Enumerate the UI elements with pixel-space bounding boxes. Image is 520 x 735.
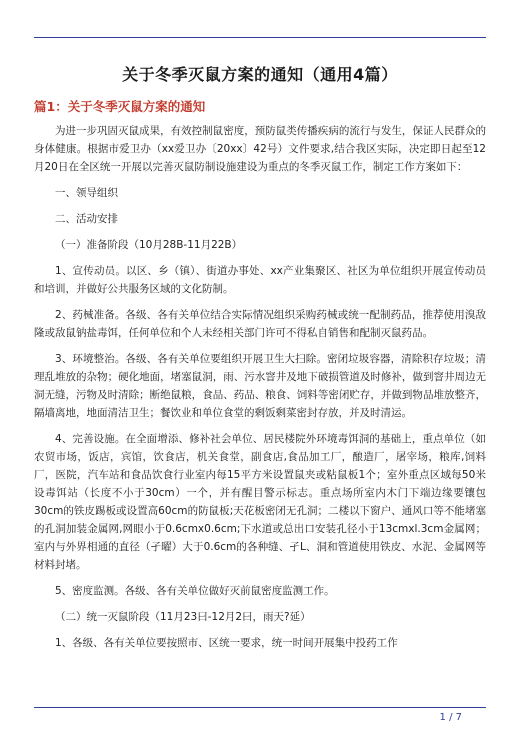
paragraph-supplies: 2、药械准备。各级、各有关单位结合实际情况组织采购药械或统一配制药品，推荐使用溴敌隆或敌鼠钠盐毒饵，任何单位和个人未经相关部门许可不得私自销售和配制灭鼠药品。 [34,309,486,339]
heading-leadership: 一、领导组织 [55,187,118,199]
heading-preparation-phase: （一）准备阶段（10月28B-11月22B） [55,239,243,251]
section-heading: 篇1：关于冬季灭鼠方案的通知 [34,99,206,114]
heading-unified-phase: （二）统一灭鼠阶段（11月23曰-12月2曰，雨天?延） [55,611,311,623]
paragraph-intro: 为进一步巩固灭鼠成果，有效控制鼠密度，预防鼠类传播疾病的流行与发生，保证人民群众的身体健康。根据市爱卫办（xx爱卫办〔20xx〕42号）文件要求,结合我区实际，决定即日起至12月20日在全区统一开展以完善灭鼠防制设施建设为重点的冬季灭鼠工作，制定工作方案如下： [34,125,486,173]
header-rule [34,37,486,38]
heading-activities: 二、活动安排 [55,213,118,225]
paragraph-facilities: 4、完善设施。在全面增添、修补社会单位、居民楼院外环境毒饵洞的基础上，重点单位（如农贸市场，饭店，宾馆，饮食店，机关食堂，副食店,食品加工厂，酿造厂，屠宰场，粮库,饲料厂，医院，汽车站和食品饮食行业室内每15平方米设置鼠夹或粘鼠板1个；室外重点区域每50米设毒饵站（长度不小于30cm）一个，并有醒目警示标志。重点场所室内木门下端边缘要镶包30cm的铁皮踢板或设置高60cm的防鼠板;天花板密闭无孔洞；二楼以下窗户、通风口等不能堵塞的孔洞加装金属网,网眼小于0.6cmx0.6cm;下水道或总出口安装孔径小于13cmxl.3cm金属网；室内与外界相通的直径（孑曜）大于0.6cm的各种缝、孑L、洞和管道使用铁皮、水泥、金属网等材料封堵。 [34,433,486,571]
document-body [34,122,486,660]
paragraph-publicity: 1、宣传动员。以区、乡（镇）、街道办事处、xx产业集聚区、社区为单位组织开展宣传动员和培训，并做好公共服务区域的文化防制。 [34,265,486,295]
page-number: 1 / 7 [439,712,462,723]
document-title: 关于冬季灭鼠方案的通知（通用4篇） [122,65,398,84]
footer-rule [34,707,486,708]
paragraph-baiting: 1、各级、各有关单位要按照市、区统一要求，统一时间开展集中投药工作 [55,637,398,649]
paragraph-monitoring: 5、密度监测。各级、各有关单位做好灭前鼠密度监测工作。 [55,585,335,597]
paragraph-environment: 3、环境整治。各级、各有关单位要组织开展卫生大扫除。密闭垃圾容器，清除积存垃圾；清理乱堆放的杂物；硬化地面，堵塞鼠洞，雨、污水窨井及地下破损管道及时修补，做到窨井周边无洞无缝，污物及时清除；断绝鼠粮，食品、药品、粮食、饲料等密闭贮存，并做到物品堆放整齐，隔墙离地，地面清洁卫生；餐饮业和单位食堂的剩饭剩菜密封存放，并及时清运。 [34,353,486,419]
